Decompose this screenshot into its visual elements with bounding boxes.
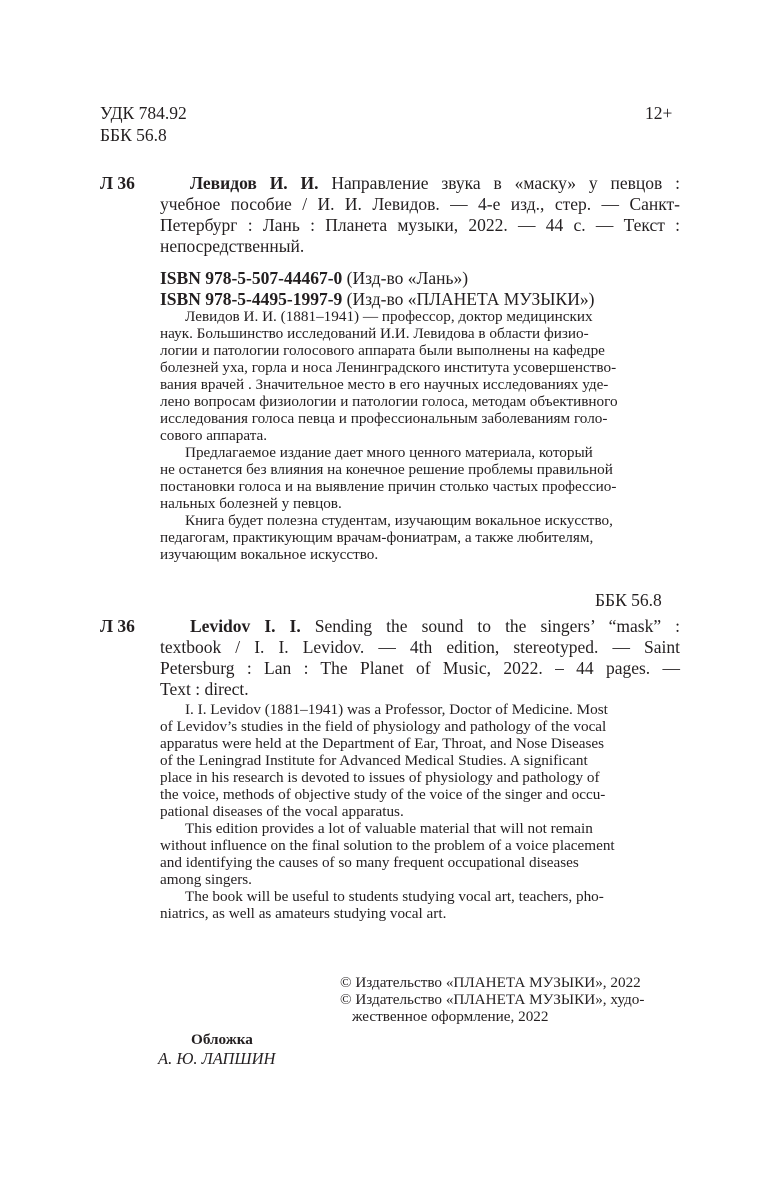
- en-abstract-line: I. I. Levidov (1881–1941) was a Professor, Doctor of Medicine. Most: [185, 701, 608, 718]
- ru-abstract-line: вания врачей . Значительное место в его научных исследованиях уде-: [160, 376, 609, 393]
- ru-abstract-line: не останется без влияния на конечное решение проблемы правильной: [160, 461, 613, 478]
- age-rating: 12+: [645, 103, 673, 123]
- en-abstract-line: place in his research is devoted to issues of physiology and pathology of: [160, 769, 600, 786]
- ru-abstract-line: Левидов И. И. (1881–1941) — профессор, доктор медицинских: [185, 308, 593, 325]
- ru-abstract-line: Предлагаемое издание дает много ценного материала, который: [185, 444, 593, 461]
- en-abstract-line: among singers.: [160, 871, 252, 888]
- en-abstract-line: without influence on the final solution to the problem of a voice placement: [160, 837, 615, 854]
- isbn-planeta: [160, 289, 594, 310]
- en-title-line-4: Text : direct.: [160, 679, 249, 699]
- copyright-line: жественное оформление, 2022: [352, 1008, 549, 1025]
- en-abstract-line: The book will be useful to students studying vocal art, teachers, pho-: [185, 888, 604, 905]
- ru-abstract-line: исследования голоса певца и профессиональным заболеваниям голо-: [160, 410, 608, 427]
- isbn-planeta-number: ISBN 978-5-4495-1997-9: [160, 289, 343, 309]
- en-abstract-line: apparatus were held at the Department of Ear, Throat, and Nose Diseases: [160, 735, 605, 752]
- udk-code: УДК 784.92: [100, 103, 187, 123]
- copyright-line: © Издательство «ПЛАНЕТА МУЗЫКИ», 2022: [340, 974, 641, 991]
- ru-abstract-line: Книга будет полезна студентам, изучающим вокальное искусство,: [185, 512, 613, 529]
- ru-abstract-line: болезней уха, горла и носа Ленинградского института усовершенство-: [160, 359, 617, 376]
- ru-bbk-code: ББК 56.8: [595, 590, 662, 610]
- ru-abstract-line: наук. Большинство исследований И.И. Левидова в области физио-: [160, 325, 589, 342]
- en-author: Levidov I. I.: [190, 616, 301, 636]
- en-title-line-3: Petersburg : Lan : The Planet of Music, 2022. – 44 pages. —: [160, 658, 680, 678]
- en-abstract-line: niatrics, as well as amateurs studying vocal art.: [160, 905, 447, 922]
- ru-title-line-3: Петербург : Лань : Планета музыки, 2022. — 44 с. — Текст :: [160, 215, 680, 235]
- en-abstract-line: the voice, methods of objective study of the voice of the singer and occu-: [160, 786, 606, 803]
- ru-title-line-1: [190, 173, 680, 194]
- ru-abstract-line: нальных болезней у певцов.: [160, 495, 342, 512]
- en-author-code: Л 36: [100, 616, 135, 636]
- isbn-lan-number: ISBN 978-5-507-44467-0: [160, 268, 343, 288]
- bbk-code: ББК 56.8: [100, 125, 167, 145]
- en-title: Sending the sound to the singers’ “mask” :: [300, 616, 680, 636]
- en-abstract-line: pational diseases of the vocal apparatus.: [160, 803, 404, 820]
- ru-abstract-line: постановки голоса и на выявление причин столько частых профессио-: [160, 478, 617, 495]
- ru-abstract-line: лено вопросам физиологии и патологии голоса, методам объективного: [160, 393, 618, 410]
- en-abstract-line: of the Leningrad Institute for Advanced Medical Studies. A significant: [160, 752, 588, 769]
- ru-title-line-4: непосредственный.: [160, 236, 305, 256]
- en-abstract-line: of Levidov’s studies in the field of physiology and pathology of the vocal: [160, 718, 607, 735]
- copyright-line: © Издательство «ПЛАНЕТА МУЗЫКИ», худо-: [340, 991, 645, 1008]
- cover-label: Обложка: [191, 1031, 253, 1048]
- ru-author: Левидов И. И.: [190, 173, 319, 193]
- isbn-lan-publisher: (Изд-во «Лань»): [342, 268, 469, 288]
- en-abstract-line: and identifying the causes of so many frequent occupational diseases: [160, 854, 579, 871]
- ru-abstract-line: педагогам, практикующим врачам-фониатрам, а также любителям,: [160, 529, 594, 546]
- ru-title: Направление звука в «маску» у певцов :: [318, 173, 681, 193]
- ru-abstract-line: логии и патологии голосового аппарата были выполнены на кафедре: [160, 342, 605, 359]
- cover-artist: А. Ю. ЛАПШИН: [158, 1049, 276, 1068]
- isbn-lan: [160, 268, 468, 289]
- ru-abstract-line: изучающим вокальное искусство.: [160, 546, 379, 563]
- isbn-planeta-publisher: (Изд-во «ПЛАНЕТА МУЗЫКИ»): [342, 289, 595, 309]
- en-title-line-1: [190, 616, 680, 637]
- ru-author-code: Л 36: [100, 173, 135, 193]
- ru-abstract-line: сового аппарата.: [160, 427, 268, 444]
- ru-title-line-2: учебное пособие / И. И. Левидов. — 4-е изд., стер. — Санкт-: [160, 194, 680, 214]
- en-abstract-line: This edition provides a lot of valuable material that will not remain: [185, 820, 593, 837]
- en-title-line-2: textbook / I. I. Levidov. — 4th edition, stereotyped. — Saint: [160, 637, 680, 657]
